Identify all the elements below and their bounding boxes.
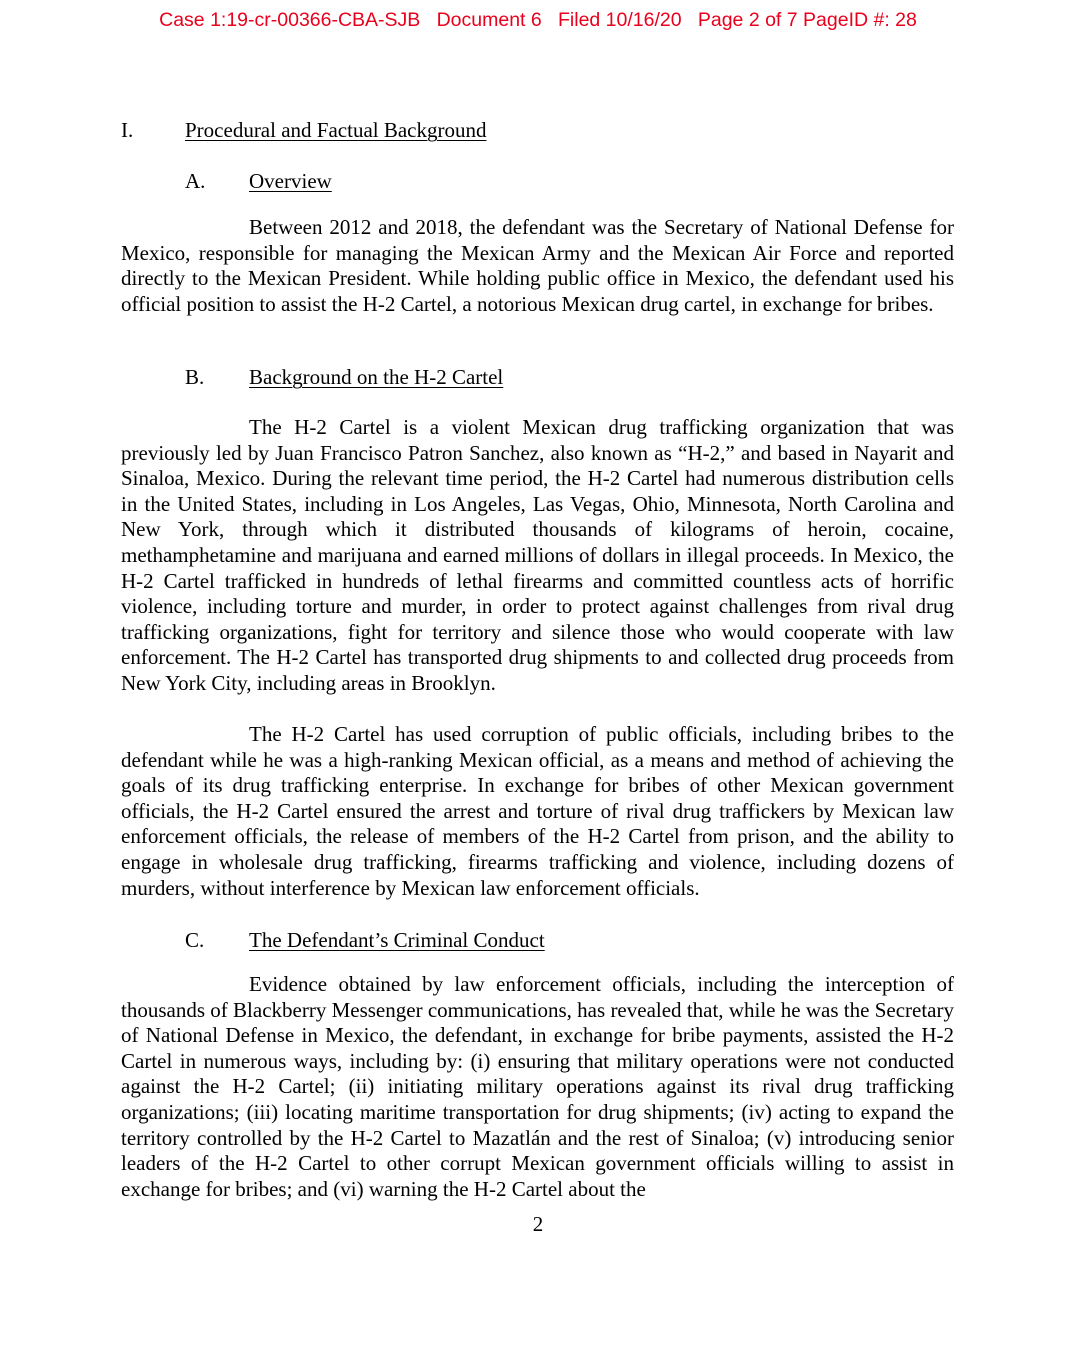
subsection-title: The Defendant’s Criminal Conduct xyxy=(249,928,545,952)
criminal-conduct-paragraph: Evidence obtained by law enforcement officials, including the interception of thousands of Blackberry Messenger communications, has revealed that, while he was the Secretary of National Defense in Mexico, the defendant, in exchange for bribe payments, assisted the H-2 Cartel in numerous ways, including by: (i) ensuring that military operations were not conducted against the H-2 Cartel; (ii) initiating military operations against its rival drug trafficking organizations; (iii) locating maritime transportation for drug shipments; (iv) acting to expand the territory controlled by the H-2 Cartel to Mazatlán and the rest of Sinaloa; (v) introducing senior leaders of the H-2 Cartel to other corrupt Mexican government officials willing to assist in exchange for bribes; and (vi) warning the H-2 Cartel about the xyxy=(121,972,954,1201)
subsection-letter: B. xyxy=(185,365,205,389)
page-number: 2 xyxy=(532,1212,544,1236)
section-title: Procedural and Factual Background xyxy=(185,118,487,142)
subsection-letter: C. xyxy=(185,928,205,952)
h2-cartel-paragraph-2: The H-2 Cartel has used corruption of public officials, including bribes to the defendant while he was a high-ranking Mexican official, as a means and method of achieving the goals of its drug trafficking enterprise. In exchange for bribes of other Mexican government officials, the H-2 Cartel ensured the arrest and torture of rival drug traffickers by Mexican law enforcement officials, the release of members of the H-2 Cartel from prison, and the ability to engage in wholesale drug trafficking, firearms trafficking and violence, including dozens of murders, without interference by Mexican law enforcement officials. xyxy=(121,722,954,900)
case-header xyxy=(0,9,1076,32)
subsection-letter: A. xyxy=(185,169,206,193)
page-count: Page 2 of 7 xyxy=(697,9,798,31)
subsection-title: Overview xyxy=(249,169,332,193)
filed-date: Filed 10/16/20 xyxy=(558,9,682,31)
page-id: PageID #: 28 xyxy=(803,9,917,31)
overview-paragraph: Between 2012 and 2018, the defendant was the Secretary of National Defense for Mexico, responsible for managing the Mexican Army and the Mexican Air Force and reported directly to the Mexican President. While holding public office in Mexico, the defendant used his official position to assist the H-2 Cartel, a notorious Mexican drug cartel, in exchange for bribes. xyxy=(121,215,954,316)
case-number: Case 1:19-cr-00366-CBA-SJB xyxy=(159,9,421,31)
subsection-title: Background on the H-2 Cartel xyxy=(249,365,504,389)
document-number: Document 6 xyxy=(436,9,542,31)
section-number: I. xyxy=(121,118,134,142)
h2-cartel-paragraph-1: The H-2 Cartel is a violent Mexican drug trafficking organization that was previously led by Juan Francisco Patron Sanchez, also known as “H-2,” and based in Nayarit and Sinaloa, Mexico. During the relevant time period, the H-2 Cartel had numerous distribution cells in the United States, including in Los Angeles, Las Vegas, Ohio, Minnesota, North Carolina and New York, through which it distributed thousands of kilograms of heroin, cocaine, methamphetamine and marijuana and earned millions of dollars in illegal proceeds. In Mexico, the H-2 Cartel trafficked in hundreds of lethal firearms and committed countless acts of horrific violence, including torture and murder, in order to protect against challenges from rival drug trafficking organizations, fight for territory and silence those who would cooperate with law enforcement. The H-2 Cartel has transported drug shipments to and collected drug proceeds from New York City, including areas in Brooklyn. xyxy=(121,415,954,695)
